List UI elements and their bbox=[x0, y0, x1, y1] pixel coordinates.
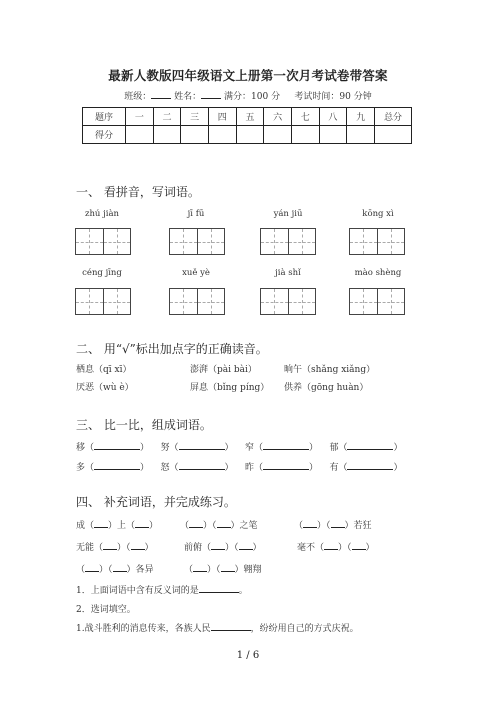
char-prompt: 有（ bbox=[329, 463, 348, 473]
writing-grid[interactable] bbox=[349, 288, 405, 315]
idiom-text: （ bbox=[76, 565, 86, 575]
score-header-cell: 四 bbox=[208, 108, 236, 126]
answer-blank[interactable] bbox=[103, 540, 117, 550]
question-text: 1.战斗胜利的消息传来，各族人民 bbox=[76, 624, 211, 634]
writing-grid[interactable] bbox=[260, 288, 316, 315]
score-table bbox=[82, 107, 412, 144]
score-cell[interactable] bbox=[347, 126, 375, 144]
score-header-cell: 八 bbox=[319, 108, 347, 126]
idiom-text: 无能（ bbox=[76, 543, 104, 553]
idiom-text: ）（ bbox=[203, 521, 217, 531]
reading-choice[interactable]: 屏息（bǐng píng） bbox=[190, 383, 270, 393]
idiom-text: 毫不（ bbox=[297, 543, 325, 553]
pinyin: jī fū bbox=[187, 209, 205, 219]
bracket: ） bbox=[308, 463, 318, 473]
bracket: ） bbox=[224, 443, 234, 453]
idiom-row bbox=[76, 562, 154, 575]
pinyin: jià shǐ bbox=[275, 268, 301, 278]
page-number: 1 / 6 bbox=[236, 650, 260, 661]
answer-blank[interactable] bbox=[193, 562, 207, 572]
answer-blank[interactable] bbox=[94, 460, 140, 470]
answer-blank[interactable] bbox=[199, 583, 239, 593]
idiom-text: ）（ bbox=[317, 521, 331, 531]
char-prompt: 窄（ bbox=[244, 443, 263, 453]
score-cell[interactable] bbox=[208, 126, 236, 144]
score-header-cell: 总分 bbox=[375, 108, 412, 126]
idiom-text: ）各异 bbox=[126, 565, 154, 575]
writing-grid[interactable] bbox=[349, 228, 405, 255]
answer-blank[interactable] bbox=[179, 460, 225, 470]
char-prompt: 昨（ bbox=[244, 463, 263, 473]
idiom-text: ） bbox=[252, 543, 262, 553]
full-score: 满分：100 分 bbox=[224, 92, 281, 102]
reading-choice[interactable]: 厌恶（wù è） bbox=[76, 383, 134, 393]
exam-info bbox=[0, 89, 496, 102]
pinyin: yán jiū bbox=[273, 209, 303, 219]
score-row-label: 得分 bbox=[83, 126, 126, 144]
class-blank bbox=[151, 89, 171, 99]
writing-grid[interactable] bbox=[75, 228, 131, 255]
section2-heading: 二、 用“√”标出加点字的正确读音。 bbox=[76, 342, 268, 356]
score-cell[interactable] bbox=[126, 126, 154, 144]
question-text: 。 bbox=[238, 586, 248, 596]
word-fill-row bbox=[76, 440, 402, 453]
bracket: ） bbox=[224, 463, 234, 473]
answer-blank[interactable] bbox=[211, 621, 251, 631]
section1-heading: 一、 看拼音，写词语。 bbox=[76, 185, 200, 199]
idiom-text: ）若狂 bbox=[344, 521, 372, 531]
answer-blank[interactable] bbox=[94, 440, 140, 450]
question-2: 2．选词填空。 bbox=[76, 605, 136, 615]
answer-blank[interactable] bbox=[221, 562, 235, 572]
idiom-text: ）（ bbox=[207, 565, 221, 575]
answer-blank[interactable] bbox=[303, 518, 317, 528]
answer-blank[interactable] bbox=[217, 518, 231, 528]
bracket: ） bbox=[308, 443, 318, 453]
score-header-cell: 五 bbox=[236, 108, 264, 126]
answer-blank[interactable] bbox=[131, 540, 145, 550]
idiom-text: （ bbox=[180, 521, 190, 531]
answer-blank[interactable] bbox=[324, 540, 338, 550]
answer-blank[interactable] bbox=[135, 518, 149, 528]
score-cell[interactable] bbox=[264, 126, 292, 144]
answer-blank[interactable] bbox=[211, 540, 225, 550]
idiom-row bbox=[180, 518, 258, 531]
idiom-row bbox=[294, 518, 372, 531]
idiom-row bbox=[297, 540, 375, 553]
score-header-cell: 题序 bbox=[83, 108, 126, 126]
bracket: ） bbox=[393, 443, 403, 453]
class-label: 班级： bbox=[124, 92, 152, 102]
score-table-header bbox=[83, 108, 412, 126]
idiom-text: ） bbox=[144, 543, 154, 553]
score-cell[interactable] bbox=[236, 126, 264, 144]
pinyin: xuě yè bbox=[182, 268, 210, 278]
answer-blank[interactable] bbox=[331, 518, 345, 528]
score-header-cell: 七 bbox=[291, 108, 319, 126]
idiom-row bbox=[184, 540, 262, 553]
page-title: 最新人教版四年级语文上册第一次月考试卷带答案 bbox=[108, 68, 388, 83]
idiom-text: ）翱翔 bbox=[234, 565, 262, 575]
answer-blank[interactable] bbox=[263, 460, 309, 470]
writing-grid[interactable] bbox=[75, 288, 131, 315]
answer-blank[interactable] bbox=[189, 518, 203, 528]
section4-heading: 四、 补充词语，并完成练习。 bbox=[76, 495, 236, 509]
idiom-text: ）上（ bbox=[108, 521, 136, 531]
idiom-text: ）（ bbox=[99, 565, 113, 575]
word-fill-row bbox=[76, 460, 402, 473]
writing-grid[interactable] bbox=[169, 288, 225, 315]
idiom-text: 成（ bbox=[76, 521, 95, 531]
answer-blank[interactable] bbox=[239, 540, 253, 550]
exam-time: 考试时间：90 分钟 bbox=[294, 92, 372, 102]
score-header-cell: 九 bbox=[347, 108, 375, 126]
score-cell[interactable] bbox=[153, 126, 181, 144]
answer-blank[interactable] bbox=[263, 440, 309, 450]
reading-choice[interactable]: 供养（gōng huàn） bbox=[284, 383, 369, 393]
answer-blank[interactable] bbox=[113, 562, 127, 572]
answer-blank[interactable] bbox=[85, 562, 99, 572]
answer-blank[interactable] bbox=[352, 540, 366, 550]
score-header-cell: 一 bbox=[126, 108, 154, 126]
pinyin: zhú jiàn bbox=[84, 209, 120, 219]
reading-choice[interactable]: 晌午（shǎng xiǎng） bbox=[284, 365, 376, 375]
question-text: 1．上面词语中含有反义词的是 bbox=[76, 586, 199, 596]
writing-grid[interactable] bbox=[260, 228, 316, 255]
reading-choice[interactable]: 栖息（qī xī） bbox=[76, 365, 132, 375]
score-table-row bbox=[83, 126, 412, 144]
char-prompt: 努（ bbox=[160, 443, 179, 453]
bracket: ） bbox=[393, 463, 403, 473]
answer-blank[interactable] bbox=[94, 518, 108, 528]
score-cell[interactable] bbox=[291, 126, 319, 144]
idiom-text: ） bbox=[365, 543, 375, 553]
answer-blank[interactable] bbox=[179, 440, 225, 450]
idiom-row bbox=[76, 518, 158, 531]
score-cell[interactable] bbox=[181, 126, 209, 144]
question-3 bbox=[76, 621, 359, 634]
idiom-row bbox=[76, 540, 154, 553]
idiom-text: ）之笔 bbox=[230, 521, 258, 531]
name-blank bbox=[201, 89, 221, 99]
reading-choice[interactable]: 澎湃（pài bài） bbox=[190, 365, 257, 375]
idiom-text: 前俯（ bbox=[184, 543, 212, 553]
bracket: ） bbox=[140, 443, 150, 453]
score-cell[interactable] bbox=[319, 126, 347, 144]
idiom-text: （ bbox=[294, 521, 304, 531]
idiom-text: ）（ bbox=[117, 543, 131, 553]
answer-blank[interactable] bbox=[347, 440, 393, 450]
pinyin: kōng xì bbox=[362, 209, 394, 219]
name-label: 姓名： bbox=[174, 92, 202, 102]
idiom-text: （ bbox=[184, 565, 194, 575]
score-cell[interactable] bbox=[375, 126, 412, 144]
idiom-text: ）（ bbox=[225, 543, 239, 553]
pinyin: céng jīng bbox=[82, 268, 122, 278]
idiom-row bbox=[184, 562, 262, 575]
bracket: ） bbox=[140, 463, 150, 473]
score-header-cell: 三 bbox=[181, 108, 209, 126]
char-prompt: 多（ bbox=[76, 463, 95, 473]
section3-heading: 三、 比一比，组成词语。 bbox=[76, 418, 212, 432]
char-prompt: 移（ bbox=[76, 443, 95, 453]
idiom-text: ） bbox=[149, 521, 159, 531]
char-prompt: 怒（ bbox=[160, 463, 179, 473]
writing-grid[interactable] bbox=[169, 228, 225, 255]
idiom-text: ）（ bbox=[338, 543, 352, 553]
char-prompt: 郁（ bbox=[329, 443, 348, 453]
score-header-cell: 二 bbox=[153, 108, 181, 126]
answer-blank[interactable] bbox=[347, 460, 393, 470]
question-text: ，纷纷用自己的方式庆祝。 bbox=[250, 624, 359, 634]
score-header-cell: 六 bbox=[264, 108, 292, 126]
question-1 bbox=[76, 583, 248, 596]
pinyin: mào shèng bbox=[354, 268, 402, 278]
